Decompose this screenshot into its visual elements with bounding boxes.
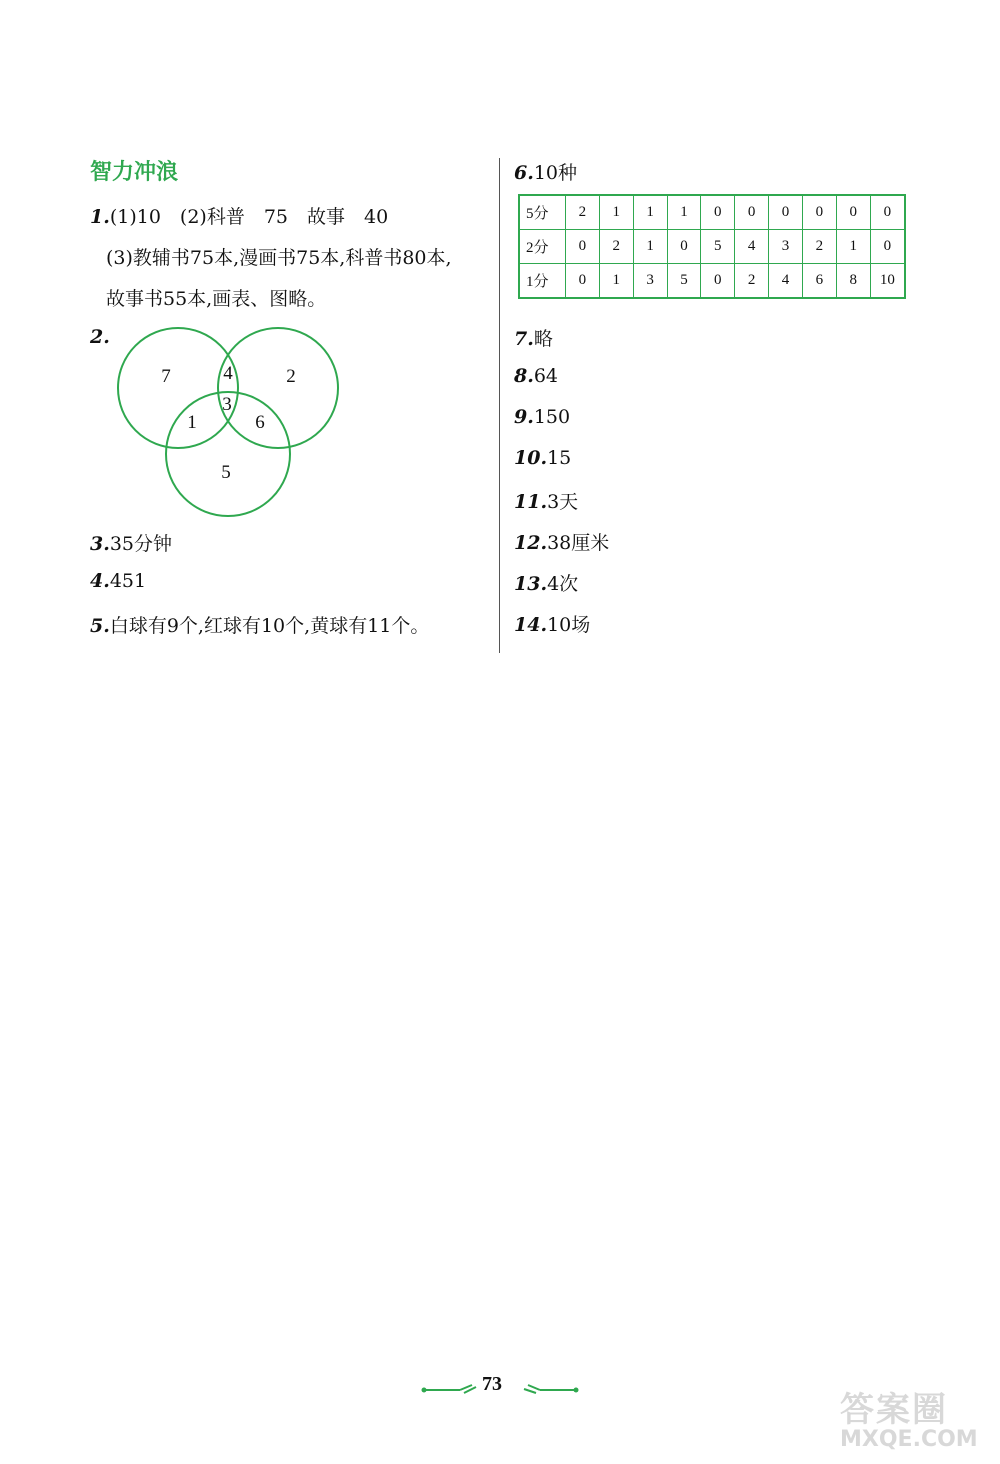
table-cell: 0	[565, 264, 599, 299]
q13-text: 4次	[547, 573, 579, 595]
q4-text: 451	[109, 570, 147, 592]
table-cell: 10	[870, 264, 905, 299]
q12-text: 38厘米	[547, 532, 610, 554]
q8-number: 8.	[514, 365, 534, 387]
q11-text: 3天	[547, 491, 579, 513]
q14	[514, 610, 590, 637]
table-cell: 2	[802, 230, 836, 264]
q1-line1	[90, 202, 388, 229]
table-cell: 3	[769, 230, 803, 264]
q3	[90, 529, 172, 556]
venn-circle-a	[118, 328, 238, 448]
q4	[90, 570, 146, 592]
q14-number: 14.	[514, 614, 548, 636]
table-cell: 8	[836, 264, 870, 299]
table-cell: 5	[667, 264, 701, 299]
q8-text: 64	[533, 365, 559, 387]
row-label: 1分	[519, 264, 565, 299]
table-cell: 4	[769, 264, 803, 299]
q1-line2: (3)教辅书75本,漫画书75本,科普书80本,	[106, 247, 452, 269]
table-cell: 3	[633, 264, 667, 299]
q3-number: 3.	[90, 533, 110, 555]
q11	[514, 487, 578, 514]
venn-diagram	[110, 318, 350, 523]
q6-number: 6.	[514, 162, 534, 184]
q3-text: 35分钟	[109, 533, 173, 555]
q13	[514, 569, 578, 596]
table-cell: 0	[870, 195, 905, 230]
table-cell: 1	[836, 230, 870, 264]
table-cell: 0	[769, 195, 803, 230]
q10-text: 15	[547, 447, 572, 469]
table-cell: 0	[701, 264, 735, 299]
q11-number: 11.	[514, 491, 548, 513]
table-row	[519, 230, 905, 264]
venn-ac: 1	[187, 412, 197, 433]
q9-number: 9.	[514, 406, 534, 428]
score-table	[518, 194, 906, 299]
q9-text: 150	[533, 406, 571, 428]
table-cell: 0	[836, 195, 870, 230]
table-cell: 0	[870, 230, 905, 264]
q14-text: 10场	[547, 614, 591, 636]
table-cell: 1	[599, 264, 633, 299]
q12	[514, 528, 609, 555]
q13-number: 13.	[514, 573, 548, 595]
q6-text: 10种	[533, 162, 578, 184]
watermark-url: MXQE.COM	[840, 1427, 978, 1452]
q5-number: 5.	[90, 615, 110, 637]
watermark-logo-text: 答案圈	[840, 1390, 948, 1430]
section-title: 智力冲浪	[90, 160, 179, 185]
q1-line3: 故事书55本,画表、图略。	[106, 288, 327, 310]
table-cell: 0	[667, 230, 701, 264]
table-cell: 2	[565, 195, 599, 230]
q4-number: 4.	[90, 570, 110, 592]
venn-c-only: 5	[221, 462, 231, 483]
q7-text: 略	[533, 328, 553, 350]
page-number: 73	[482, 1373, 502, 1395]
q10	[514, 447, 571, 469]
venn-bc: 6	[255, 412, 265, 433]
q6	[514, 158, 577, 185]
table-cell: 1	[599, 195, 633, 230]
q8	[514, 365, 558, 387]
venn-circle-b	[218, 328, 338, 448]
table-cell: 1	[633, 195, 667, 230]
venn-abc: 3	[222, 394, 232, 415]
table-cell: 2	[735, 264, 769, 299]
q2-number: 2.	[90, 326, 110, 348]
q1-text-1: (1)10 (2)科普 75 故事 40	[109, 206, 389, 228]
table-row	[519, 264, 905, 299]
q5-text: 白球有9个,红球有10个,黄球有11个。	[109, 615, 430, 637]
table-cell: 6	[802, 264, 836, 299]
row-label: 2分	[519, 230, 565, 264]
q5	[90, 611, 429, 638]
q7-number: 7.	[514, 328, 534, 350]
table-cell: 1	[633, 230, 667, 264]
table-cell: 0	[802, 195, 836, 230]
q10-number: 10.	[514, 447, 548, 469]
table-cell: 0	[701, 195, 735, 230]
q1-number: 1.	[90, 206, 110, 228]
table-cell: 0	[735, 195, 769, 230]
table-cell: 2	[599, 230, 633, 264]
table-cell: 0	[565, 230, 599, 264]
q7	[514, 324, 553, 351]
q9	[514, 406, 570, 428]
venn-b-only: 2	[286, 366, 296, 387]
venn-ab: 4	[223, 363, 233, 384]
watermark	[840, 1382, 990, 1452]
column-divider	[499, 158, 500, 653]
table-cell: 1	[667, 195, 701, 230]
table-cell: 4	[735, 230, 769, 264]
venn-a-only: 7	[161, 366, 171, 387]
table-cell: 5	[701, 230, 735, 264]
table-row	[519, 195, 905, 230]
q12-number: 12.	[514, 532, 548, 554]
row-label: 5分	[519, 195, 565, 230]
